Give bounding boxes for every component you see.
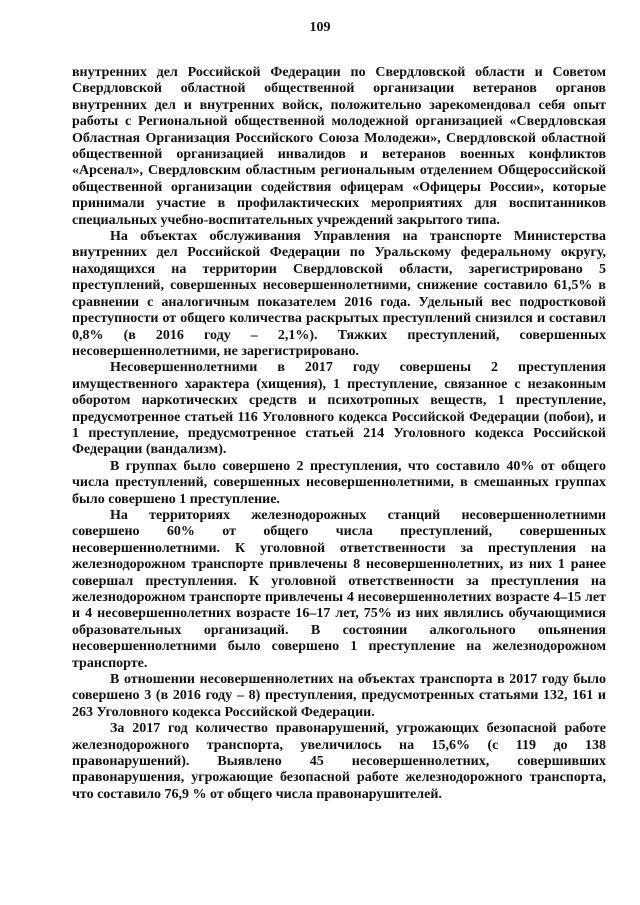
paragraph-7: За 2017 год количество правонарушений, угрожающих безопасной работе железнодорожного транспорта, увеличилось на 15,6% (с 119 до 138 правонарушений). Выявлено 45 несовершеннолетних, совершивших правонарушения, угрожающие безопасной работе железнодорожного транспорта, что составило 76,9 % от общего числа правонарушителей.	[72, 721, 606, 802]
paragraph-5: На территориях железнодорожных станций несовершеннолетними совершено 60% от общего числа преступлений, совершенных несовершеннолетними. К уголовной ответственности за преступления на железнодорожном транспорте привлечены 8 несовершеннолетних, из них 1 ранее совершал преступления. К уголовной ответственности за преступления на железнодорожном транспорте привлечены 4 несовершеннолетних возрасте 4–15 лет и 4 несовершеннолетних возрасте 16–17 лет, 75% из них являлись обучающимися образовательных организаций. В состоянии алкогольного опьянения несовершеннолетними было совершено 1 преступление на железнодорожном транспорте.	[72, 507, 606, 671]
paragraph-4: В группах было совершено 2 преступления, что составило 40% от общего числа преступлений, совершенных несовершеннолетними, в смешанных группах было совершено 1 преступление.	[72, 458, 606, 507]
page-number: 109	[309, 20, 331, 35]
paragraph-3: Несовершеннолетними в 2017 году совершены 2 преступления имущественного характера (хищения), 1 преступление, связанное с незаконным оборотом наркотических средств и психотропных веществ, 1 преступление, предусмотренное статьей 116 Уголовного кодекса Российской Федерации (побои), и 1 преступление, предусмотренное статьей 214 Уголовного кодекса Российской Федерации (вандализм).	[72, 360, 606, 458]
paragraph-6: В отношении несовершеннолетних на объектах транспорта в 2017 году было совершено 3 (в 2016 году – 8) преступления, предусмотренных статьями 132, 161 и 263 Уголовного кодекса Российской Федерации.	[72, 672, 606, 720]
document-body	[72, 65, 606, 803]
paragraph-1: внутренних дел Российской Федерации по Свердловской области и Советом Свердловской областной общественной организации ветеранов органов внутренних дел и внутренних войск, положительно зарекомендовал себя опыт работы с Региональной общественной молодежной организацией «Свердловская Областная Организация Российского Союза Молодежи», Свердловской областной общественной организацией инвалидов и ветеранов военных конфликтов «Арсенал», Свердловским областным региональным отделением Общероссийской общественной организации содействия офицерам «Офицеры России», которые принимали участие в профилактических мероприятиях для воспитанников специальных учебно-воспитательных учреждений закрытого типа.	[72, 65, 606, 228]
paragraph-2: На объектах обслуживания Управления на транспорте Министерства внутренних дел Российской Федерации по Уральскому федеральному округу, находящихся на территории Свердловской области, зарегистрировано 5 преступлений, совершенных несовершеннолетними, снижение составило 61,5% в сравнении с аналогичным показателем 2016 года. Удельный вес подростковой преступности от общего количества раскрытых преступлений снизился и составил 0,8% (в 2016 году – 2,1%). Тяжких преступлений, совершенных несовершеннолетними, не зарегистрировано.	[72, 229, 606, 359]
